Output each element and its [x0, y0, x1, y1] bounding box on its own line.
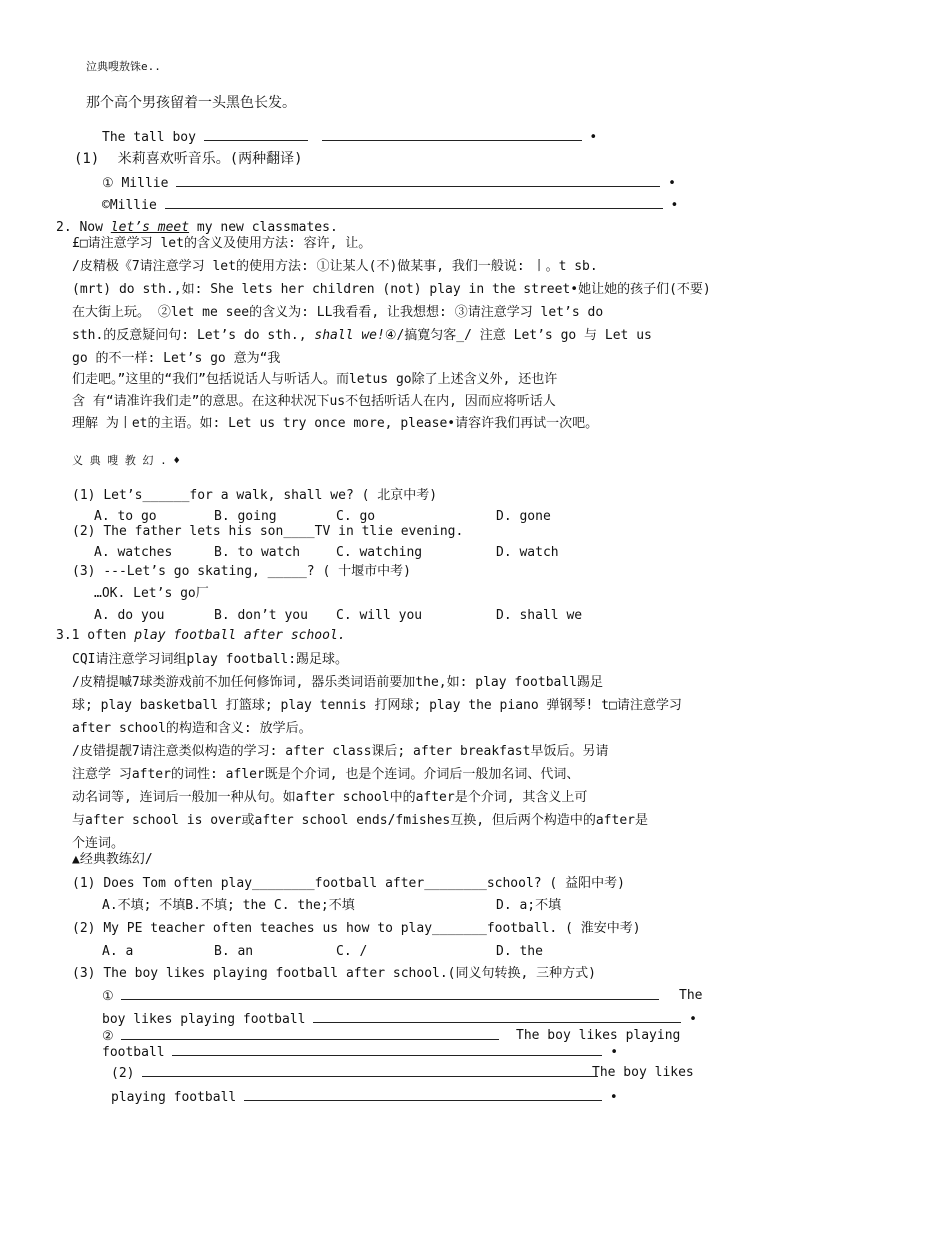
exercise-question [72, 563, 411, 581]
answer-blank[interactable] [121, 987, 659, 1000]
option-d[interactable]: D. gone [496, 509, 551, 524]
option-b[interactable]: B. don’t you [214, 608, 308, 623]
option-d[interactable]: D. watch [496, 545, 559, 560]
question-text: ---Let’s go skating, _____? ( 十堰市中考) [103, 564, 411, 579]
chinese-sentence: 那个高个男孩留着一头黑色长发。 [86, 95, 296, 111]
option-b[interactable]: B. an [214, 944, 254, 959]
answer-line-tall-boy [102, 128, 597, 147]
section-heading-classic-practice: 泣典嗖敖铢e.. [86, 60, 161, 73]
answer-blank[interactable] [244, 1088, 602, 1101]
explanation-line: 动名词等, 连词后一般加一种从句。如after school中的after是个介词, 其含义上可 [72, 790, 588, 805]
option-c[interactable]: C. go [336, 509, 376, 524]
answer-prefix: playing football [111, 1090, 237, 1105]
answer-blank[interactable] [172, 1043, 602, 1056]
exercise-heading: ▲经典教练幻/ [72, 852, 153, 867]
option-d[interactable]: D. a;不填 [496, 898, 562, 913]
answer-blank[interactable] [142, 1064, 598, 1077]
explanation-line: 们走吧。”这里的“我们”包括说话人与听话人。而letus go除了上述含义外, 还也许 [72, 372, 558, 387]
answer-label: (2) [111, 1066, 135, 1081]
question-number: (1) [72, 488, 96, 503]
exercise-question [72, 965, 596, 983]
exercise-question [72, 523, 463, 541]
translation-line-1 [102, 174, 676, 193]
question-number: (1) [74, 151, 100, 167]
question-text: The father lets his son____TV in tlie evening. [103, 524, 464, 539]
answer-prefix: The tall boy [102, 130, 196, 145]
emphasis-text: shall we! [314, 328, 385, 343]
section-number: 2. [56, 220, 72, 235]
answer-label: ② [102, 1029, 114, 1044]
translation-line-2 [102, 196, 678, 215]
explanation-line: 理解 为丨et的主语。如: Let us try once more, please•请容许我们再试一次吧。 [72, 416, 599, 431]
answer-label: ① [102, 989, 114, 1004]
explanation-line: after school的构造和含义: 放学后。 [72, 721, 312, 736]
exercise-question [72, 920, 641, 938]
answer-prefix: ① Millie [102, 176, 169, 191]
option-b[interactable]: B. to watch [214, 545, 301, 560]
option-b[interactable]: B. going [214, 509, 277, 524]
answer-prefix: boy likes playing football [102, 1012, 306, 1027]
title-text: 3.1 often [56, 628, 127, 643]
question-number: (2) [72, 524, 96, 539]
explanation-line: (mrt) do sth.,如: She lets her children (not) play in the street•她让她的孩子们(不要) [72, 282, 711, 297]
option-a[interactable]: A. watches [94, 545, 173, 560]
question-text: 米莉喜欢听音乐。(两种翻译) [117, 151, 303, 167]
answer-blank[interactable] [322, 128, 582, 141]
end-dot: • [589, 130, 598, 145]
option-d[interactable]: D. shall we [496, 608, 583, 623]
end-dot: • [668, 176, 676, 191]
explanation-line: /皮精极《7请注意学习 let的使用方法: ①让某人(不)做某事, 我们一般说: 丨。t sb. [72, 259, 598, 274]
explanation-line: £□请注意学习 let的含义及使用方法: 容许, 让。 [72, 236, 372, 251]
answer-prefix: football [102, 1045, 165, 1060]
dialog-reply: …OK. Let’s go厂 [94, 586, 209, 601]
question-text: My PE teacher often teaches us how to play_______football. ( 淮安中考) [103, 921, 641, 936]
explanation-line: go 的不一样: Let’s go 意为“我 [72, 351, 281, 366]
option-d[interactable]: D. the [496, 944, 543, 959]
question-number: (3) [72, 564, 96, 579]
end-dot: • [670, 198, 679, 213]
answer-blank[interactable] [121, 1027, 499, 1040]
explanation-line: /皮错提靓7请注意类似构造的学习: after class课后; after breakfast早饭后。另请 [72, 744, 609, 759]
explanation-line: 在大街上玩。 ②let me see的含义为: LL我看看, 让我想想: ③请注意学习 let’s do [72, 305, 604, 320]
exercise-heading: 义 典 嗖 教 幻 . ♦ [72, 454, 180, 467]
question-number: (2) [72, 921, 96, 936]
line-text: sth.的反意疑问句: Let’s do sth., [72, 328, 307, 343]
option-c[interactable]: C. / [336, 944, 368, 959]
end-dot: • [689, 1012, 697, 1027]
answer-prefix: ©Millie [102, 198, 157, 213]
answer-tail: The boy likes playing [516, 1028, 681, 1043]
question-number: (3) [72, 966, 96, 981]
option-c[interactable]: C. will you [336, 608, 423, 623]
line-text: ④/搞寛匀客_/ 注意 Let’s go 与 Let us [384, 328, 652, 343]
explanation-line: CQI请注意学习词组play football:踢足球。 [72, 652, 349, 667]
answer-blank[interactable] [204, 128, 308, 141]
question-text: Let’s______for a walk, shall we? ( 北京中考) [103, 488, 438, 503]
rewrite-answer-3 [111, 1064, 598, 1083]
answer-blank[interactable] [165, 196, 663, 209]
question-1-prompt [74, 150, 303, 168]
title-emphasis: let’s meet [110, 220, 190, 235]
explanation-line: 含 有“请准许我们走”的意思。在这种状况下us不包括听话人在内, 因而应将听话人 [72, 394, 556, 409]
question-number: (1) [72, 876, 96, 891]
title-emphasis: play football after school. [134, 628, 346, 643]
answer-blank[interactable] [176, 174, 660, 187]
options-a-b-c[interactable]: A.不填; 不填B.不填; the C. the;不填 [102, 898, 355, 913]
end-dot: • [609, 1090, 618, 1105]
explanation-line [72, 327, 652, 345]
question-text: The boy likes playing football after school.(同义句转换, 三种方式) [103, 966, 596, 981]
explanation-line: 个连词。 [72, 836, 125, 851]
explanation-line: 球; play basketball 打篮球; play tennis 打网球; play the piano 弹钢琴! t□请注意学习 [72, 698, 682, 713]
answer-tail: The [679, 988, 703, 1003]
exercise-question [72, 875, 625, 893]
option-a[interactable]: A. to go [94, 509, 157, 524]
explanation-line: 与after school is over或after school ends/fmishes互换, 但后两个构造中的after是 [72, 813, 648, 828]
explanation-line: 注意学 习after的词性: afler既是个介词, 也是个连词。介词后一般加名词、代词、 [72, 767, 580, 782]
title-text: Now [79, 220, 103, 235]
section-3-title [56, 627, 346, 645]
option-c[interactable]: C. watching [336, 545, 423, 560]
option-a[interactable]: A. do you [94, 608, 165, 623]
explanation-line: /皮精提嘁7球类游戏前不加任何修饰词, 器乐类词语前要加the,如: play football踢足 [72, 675, 604, 690]
question-text: Does Tom often play________football after________school? ( 益阳中考) [103, 876, 625, 891]
answer-tail: The boy likes [592, 1065, 694, 1080]
answer-blank[interactable] [313, 1010, 681, 1023]
title-text: my new classmates. [196, 220, 338, 235]
option-a[interactable]: A. a [102, 944, 134, 959]
rewrite-answer-3-cont [111, 1088, 618, 1107]
rewrite-answer-1 [102, 987, 659, 1006]
end-dot: • [610, 1045, 619, 1060]
rewrite-answer-2-cont [102, 1043, 618, 1062]
exercise-question [72, 487, 437, 505]
